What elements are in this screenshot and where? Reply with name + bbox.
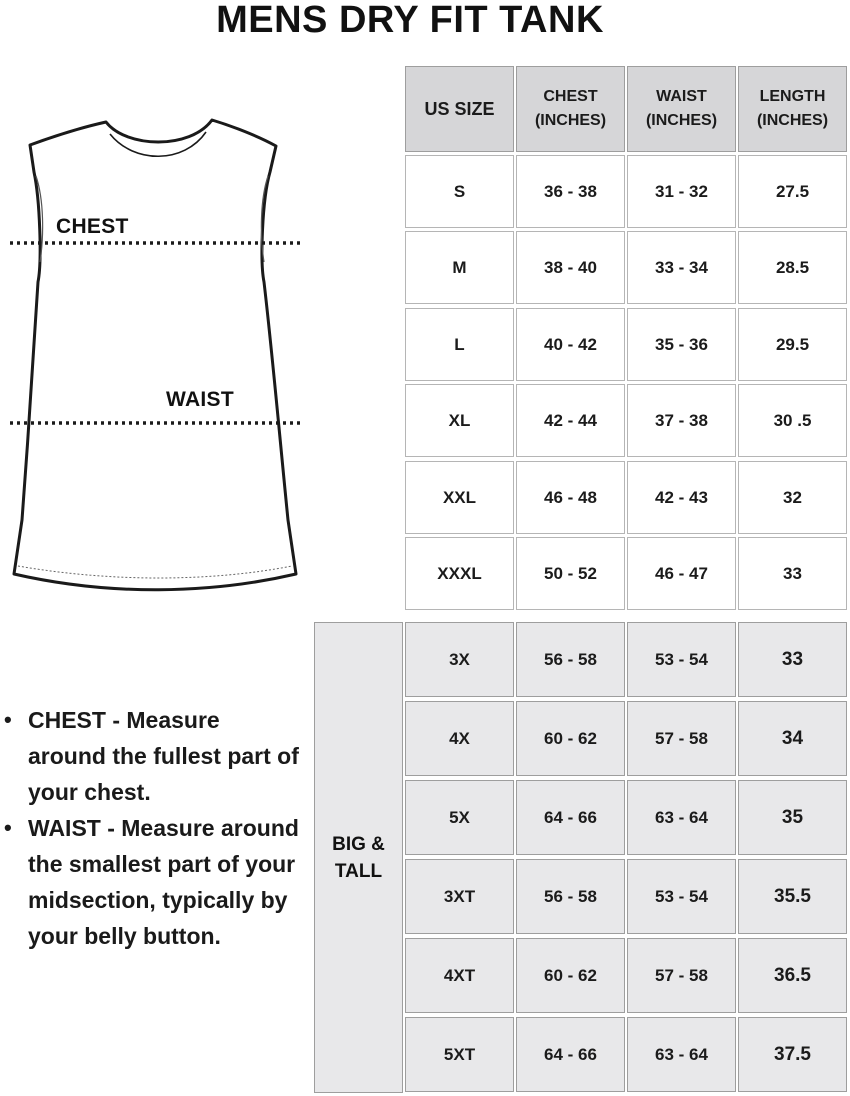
bt-cell-waist: 57 - 58 <box>627 938 736 1013</box>
bt-cell-length: 35.5 <box>738 859 847 934</box>
bt-cell-waist: 53 - 54 <box>627 622 736 697</box>
cell-waist: 37 - 38 <box>627 384 736 457</box>
bt-cell-size: 4XT <box>405 938 514 1013</box>
bt-cell-length: 34 <box>738 701 847 776</box>
bt-cell-length: 36.5 <box>738 938 847 1013</box>
note-waist: • WAIST - Measure around the smallest part of your midsection, typically by your belly button. <box>2 810 302 954</box>
bt-cell-chest: 64 - 66 <box>516 1017 625 1092</box>
waist-label: WAIST <box>166 388 234 411</box>
cell-chest: 46 - 48 <box>516 461 625 534</box>
cell-chest: 36 - 38 <box>516 155 625 228</box>
bt-cell-waist: 63 - 64 <box>627 780 736 855</box>
bt-cell-chest: 60 - 62 <box>516 938 625 1013</box>
cell-size: XXXL <box>405 537 514 610</box>
cell-chest: 40 - 42 <box>516 308 625 381</box>
header-waist: WAIST (INCHES) <box>627 66 736 152</box>
bt-cell-waist: 63 - 64 <box>627 1017 736 1092</box>
bt-cell-length: 35 <box>738 780 847 855</box>
chest-label: CHEST <box>56 215 129 238</box>
cell-size: M <box>405 231 514 304</box>
cell-waist: 35 - 36 <box>627 308 736 381</box>
cell-chest: 42 - 44 <box>516 384 625 457</box>
bt-cell-size: 3XT <box>405 859 514 934</box>
cell-waist: 42 - 43 <box>627 461 736 534</box>
cell-waist: 46 - 47 <box>627 537 736 610</box>
cell-length: 29.5 <box>738 308 847 381</box>
cell-size: XXL <box>405 461 514 534</box>
cell-size: L <box>405 308 514 381</box>
page-title: MENS DRY FIT TANK <box>216 0 604 41</box>
bt-cell-chest: 56 - 58 <box>516 622 625 697</box>
cell-size: S <box>405 155 514 228</box>
header-length: LENGTH (INCHES) <box>738 66 847 152</box>
bt-cell-size: 5XT <box>405 1017 514 1092</box>
bt-cell-length: 37.5 <box>738 1017 847 1092</box>
bt-cell-chest: 64 - 66 <box>516 780 625 855</box>
cell-length: 30 .5 <box>738 384 847 457</box>
cell-chest: 38 - 40 <box>516 231 625 304</box>
big-tall-label: BIG & TALL <box>314 622 403 1093</box>
bt-cell-chest: 60 - 62 <box>516 701 625 776</box>
cell-waist: 33 - 34 <box>627 231 736 304</box>
header-chest: CHEST (INCHES) <box>516 66 625 152</box>
cell-chest: 50 - 52 <box>516 537 625 610</box>
cell-length: 32 <box>738 461 847 534</box>
bt-cell-size: 5X <box>405 780 514 855</box>
bt-cell-waist: 57 - 58 <box>627 701 736 776</box>
cell-size: XL <box>405 384 514 457</box>
bt-cell-waist: 53 - 54 <box>627 859 736 934</box>
cell-waist: 31 - 32 <box>627 155 736 228</box>
header-size: US SIZE <box>405 66 514 152</box>
measurement-notes <box>2 702 302 954</box>
cell-length: 33 <box>738 537 847 610</box>
cell-length: 27.5 <box>738 155 847 228</box>
tank-top-illustration <box>0 110 310 610</box>
cell-length: 28.5 <box>738 231 847 304</box>
bt-cell-chest: 56 - 58 <box>516 859 625 934</box>
bt-cell-size: 4X <box>405 701 514 776</box>
note-chest: • CHEST - Measure around the fullest part of your chest. <box>2 702 302 810</box>
bt-cell-length: 33 <box>738 622 847 697</box>
bt-cell-size: 3X <box>405 622 514 697</box>
